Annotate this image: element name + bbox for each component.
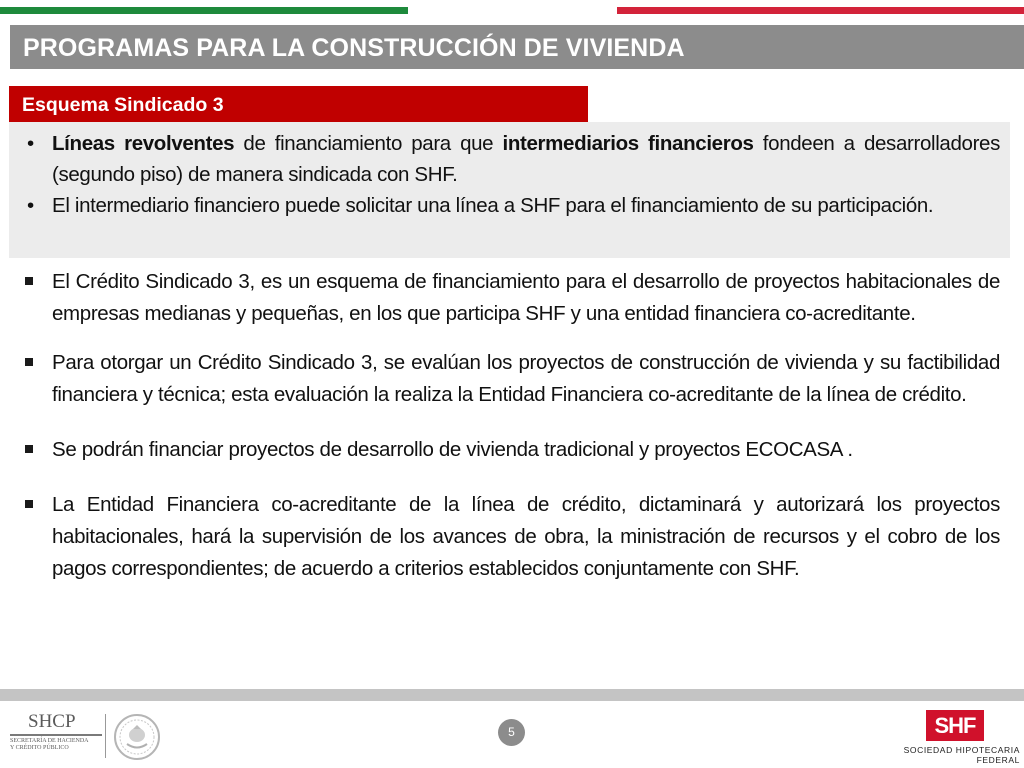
top-green-stripe bbox=[0, 7, 408, 14]
list-item: • El intermediario financiero puede solicitar una línea a SHF para el financiamiento de su participación. bbox=[27, 190, 1000, 221]
bullet-dot-icon: • bbox=[27, 194, 34, 217]
highlight-bullet-list bbox=[27, 128, 1000, 221]
shf-logo: SHF bbox=[926, 710, 984, 741]
footer-divider bbox=[0, 689, 1024, 701]
logo-divider bbox=[105, 714, 106, 758]
top-red-stripe bbox=[617, 7, 1024, 14]
square-bullet-icon bbox=[25, 445, 33, 453]
list-item: Se podrán financiar proyectos de desarrollo de vivienda tradicional y proyectos ECOCASA . bbox=[25, 434, 1000, 466]
page-number-badge: 5 bbox=[498, 719, 525, 746]
page-title: PROGRAMAS PARA LA CONSTRUCCIÓN DE VIVIENDA bbox=[10, 25, 1024, 69]
square-bullet-icon bbox=[25, 500, 33, 508]
square-bullet-icon bbox=[25, 277, 33, 285]
body-bullet-list bbox=[25, 266, 1000, 585]
section-subtitle: Esquema Sindicado 3 bbox=[9, 86, 588, 122]
shf-caption: SOCIEDAD HIPOTECARIA FEDERAL bbox=[903, 745, 1020, 765]
list-item: • Líneas revolventes de financiamiento para que intermediarios financieros fondeen a desarrolladores (segundo piso) de manera sindicada con SHF. bbox=[27, 128, 1000, 190]
national-seal-icon bbox=[113, 713, 161, 761]
shcp-logo: SHCP SECRETARÍA DE HACIENDA Y CRÉDITO PÚBLICO bbox=[10, 712, 106, 752]
list-item: La Entidad Financiera co-acreditante de la línea de crédito, dictaminará y autorizará los proyectos habitacionales, hará la supervisión de los avances de obra, la ministración de recursos y el cobro de los pagos correspondientes; de acuerdo a criterios establecidos conjuntamente con SHF. bbox=[25, 489, 1000, 585]
list-item: Para otorgar un Crédito Sindicado 3, se evalúan los proyectos de construcción de vivienda y su factibilidad financiera y técnica; esta evaluación la realiza la Entidad Financiera co-acreditante de la línea de crédito. bbox=[25, 347, 1000, 411]
bullet-dot-icon: • bbox=[27, 132, 34, 155]
list-item: El Crédito Sindicado 3, es un esquema de financiamiento para el desarrollo de proyectos habitacionales de empresas medianas y pequeñas, en los que participa SHF y una entidad financiera co-acreditante. bbox=[25, 266, 1000, 330]
square-bullet-icon bbox=[25, 358, 33, 366]
